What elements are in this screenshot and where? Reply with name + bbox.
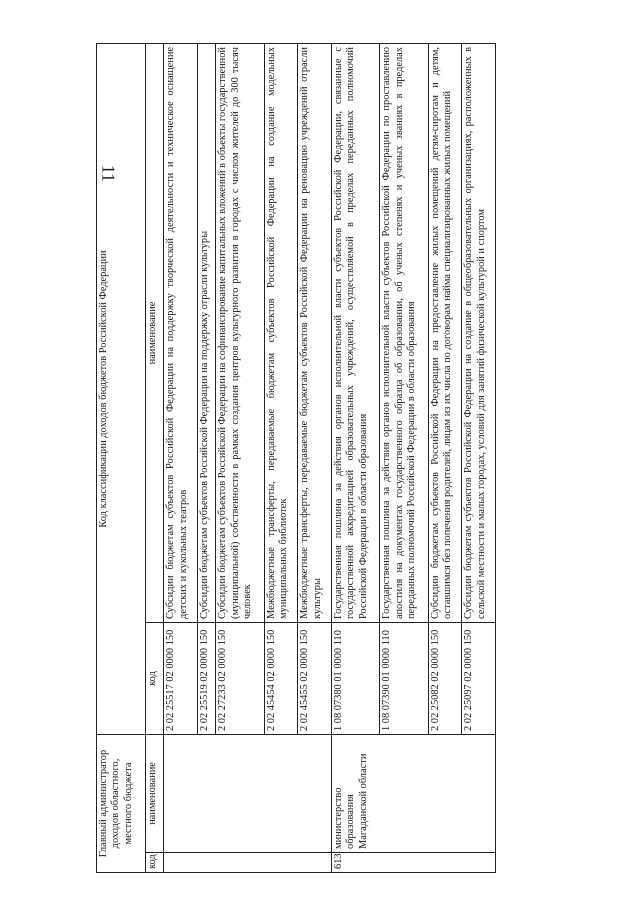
kbk-code-cell: 2 02 45454 02 0000 150 <box>264 623 298 735</box>
page-number: 11 <box>98 164 119 183</box>
kbk-code-cell: 2 02 25519 02 0000 150 <box>197 623 216 735</box>
admin-name-cell: министерство образования Магаданской области <box>331 735 495 853</box>
kbk-code-cell: 2 02 25517 02 0000 150 <box>164 623 198 735</box>
kbk-description-cell: Государственная пошлина за действия органов исполнительной власти субъектов Российской Федерации по проставлению апостиля на документах государственного образца об образовании, об ученых степенях и ученых званиях в пределах переданных полномочий Российской Федерации в области образования <box>380 44 429 623</box>
header-admin-code: код <box>145 853 164 873</box>
kbk-code-cell: 2 02 27233 02 0000 150 <box>216 623 265 735</box>
table-row <box>164 44 198 873</box>
kbk-description-cell: Субсидии бюджетам субъектов Российской Федерации на создание в общеобразовательных организациях, расположенных в сельской местности и малых городах, условий для занятий физической культурой и спортом <box>462 44 496 623</box>
header-kbk-group: Код классификации доходов бюджетов Российской Федерации <box>97 44 146 735</box>
revenue-classification-table <box>96 43 496 873</box>
kbk-code-cell: 1 08 07380 01 0000 110 <box>331 623 380 735</box>
kbk-description-cell: Субсидии бюджетам субъектов Российской Федерации на поддержку отрасли культуры <box>197 44 216 623</box>
kbk-description-cell: Государственная пошлина за действия органов исполнительной власти субъектов Российской Федерации, связанные с государственной аккредитацией образовательных учреждений, осуществляемой в пределах переданных полномочий Российской Федерации в области образования <box>331 44 380 623</box>
header-kbk-name: наименование <box>145 44 164 623</box>
header-kbk-code: код <box>145 623 164 735</box>
kbk-code-cell: 2 02 45455 02 0000 150 <box>298 623 332 735</box>
kbk-description-cell: Субсидии бюджетам субъектов Российской Федерации на поддержку творческой деятельности и техническое оснащение детских и кукольных театров <box>164 44 198 623</box>
kbk-code-cell: 2 02 25082 02 0000 150 <box>428 623 462 735</box>
table-row <box>331 44 380 873</box>
rotated-table-container <box>96 43 496 873</box>
kbk-description-cell: Межбюджетные трансферты, передаваемые бюджетам субъектов Российской Федерации на создание модельных муниципальных библиотек <box>264 44 298 623</box>
header-admin-group: Главный администратор доходов областного, местного бюджета <box>97 735 146 873</box>
admin-code-cell: 613 <box>331 853 495 873</box>
kbk-description-cell: Субсидии бюджетам субъектов Российской Федерации на софинансирование капитальных вложений в объекты государственной (муниципальной) собственности в рамках создания центров культурного развития в городах с числом жителей до 300 тысяч человек <box>216 44 265 623</box>
kbk-description-cell: Субсидии бюджетам субъектов Российской Федерации на предоставление жилых помещений детям-сиротам и детям, оставшимся без попечения родителей, лицам из их числа по договорам найма специализированных жилых помещений <box>428 44 462 623</box>
kbk-code-cell: 2 02 25097 02 0000 150 <box>462 623 496 735</box>
kbk-description-cell: Межбюджетные трансферты, передаваемые бюджетам субъектов Российской Федерации на реновацию учреждений отрасли культуры <box>298 44 332 623</box>
admin-code-cell-empty <box>164 853 332 873</box>
admin-name-cell-empty <box>164 735 332 853</box>
kbk-code-cell: 1 08 07390 01 0000 110 <box>380 623 429 735</box>
header-admin-name: наименование <box>145 735 164 853</box>
